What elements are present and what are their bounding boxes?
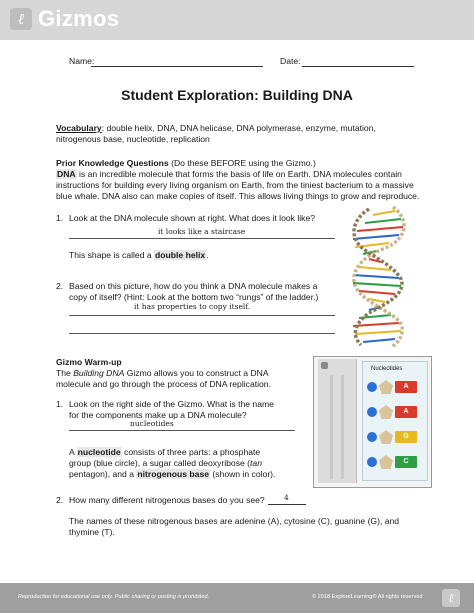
q1-shape-prefix: This shape is called a <box>69 250 155 260</box>
explorelearning-logo-icon: ℓ <box>10 8 32 30</box>
prior-knowledge-heading <box>56 158 316 169</box>
q2-answer[interactable]: it has properties to copy itself. <box>134 302 251 311</box>
gizmo-warmup-heading: Gizmo Warm-up <box>56 357 122 367</box>
nucleotide-term: nucleotide <box>77 447 121 457</box>
nitrogenous-base-label: A <box>395 406 417 418</box>
q4-answer-line <box>268 504 306 505</box>
gizmo-nucleotides-panel <box>313 356 432 488</box>
q4-prompt: How many different nitrogenous bases do you see? <box>69 495 265 505</box>
q1-answer-line <box>69 238 335 239</box>
q1-shape-line <box>69 250 209 261</box>
q2-answer-line-2 <box>69 333 335 334</box>
prior-line-3: blue whale. DNA also can make copies of itself. This allows living things to grow and reproduce. <box>56 191 420 201</box>
q3-number: 1. <box>56 399 64 409</box>
q2-line-2: copy of itself? (Hint: Look at the bottom two “rungs” of the ladder.) <box>69 292 319 302</box>
phosphate-group-icon <box>367 382 377 392</box>
double-helix-term: double helix <box>155 250 206 260</box>
warmup-line-1 <box>56 368 269 379</box>
footer-notice: Reproduction for educational use only. Public sharing or posting is prohibited. <box>18 594 210 600</box>
nucleotides-title: Nucleotides <box>371 366 403 372</box>
q3-p-line3-pre: pentagon), and a <box>69 469 137 479</box>
camera-icon[interactable] <box>321 362 328 369</box>
nucleotide-item[interactable] <box>367 453 423 471</box>
prior-paragraph-1 <box>56 169 402 180</box>
header-bar <box>0 0 474 40</box>
sugar-pentagon-icon <box>379 430 393 444</box>
bases-line-2: thymine (T). <box>69 527 115 537</box>
nitrogenous-base-label: G <box>395 431 417 443</box>
q3-answer[interactable]: nucleotides <box>130 419 174 428</box>
prior-heading-text: Prior Knowledge Questions <box>56 158 169 168</box>
q2-answer-line-1 <box>69 315 335 316</box>
nitrogenous-base-term: nitrogenous base <box>137 469 209 479</box>
q3-line-2: for the components make up a DNA molecule? <box>69 410 247 420</box>
phosphate-group-icon <box>367 407 377 417</box>
q2-line-1: Based on this picture, how do you think a DNA molecule makes a <box>69 281 318 291</box>
q1-prompt: Look at the DNA molecule shown at right. What does it look like? <box>69 213 316 223</box>
prior-line-2: instructions for building every living organism on Earth, from the tiniest bacterium to a massive <box>56 180 414 190</box>
sugar-pentagon-icon <box>379 405 393 419</box>
q3-tan-word: tan <box>250 458 262 468</box>
phosphate-group-icon <box>367 457 377 467</box>
dna-term: DNA <box>57 169 76 179</box>
gizmo-dna-track <box>330 375 344 479</box>
warmup-line-1-pre: The <box>56 368 74 378</box>
q3-p-line3-post: (shown in color). <box>210 469 276 479</box>
q2-number: 2. <box>56 281 64 291</box>
vocabulary-terms-2: nitrogenous base, nucleotide, replication <box>56 134 210 144</box>
q3-answer-line <box>69 430 295 431</box>
nucleotide-paragraph-1 <box>69 447 260 458</box>
vocabulary-line <box>56 123 376 134</box>
warmup-line-2: molecule and go through the process of DNA replication. <box>56 379 271 389</box>
nitrogenous-base-label: C <box>395 456 417 468</box>
nucleotide-item[interactable] <box>367 403 423 421</box>
q1-answer[interactable]: it looks like a staircase <box>158 227 246 236</box>
nucleotide-paragraph-3 <box>69 469 275 480</box>
q3-p-pre: A <box>69 447 77 457</box>
nucleotide-paragraph-2 <box>69 458 262 469</box>
nucleotide-item[interactable] <box>367 378 423 396</box>
gizmos-brand: Gizmos <box>38 6 120 31</box>
gizmo-workspace <box>318 359 357 483</box>
footer-logo-icon: ℓ <box>442 589 460 607</box>
q1-shape-suffix: . <box>206 250 209 260</box>
bases-line-1: The names of these nitrogenous bases are adenine (A), cytosine (C), guanine (G), and <box>69 516 400 526</box>
page-title: Student Exploration: Building DNA <box>121 87 353 103</box>
sugar-pentagon-icon <box>379 455 393 469</box>
prior-line-1: is an incredible molecule that forms the basis of life on Earth. DNA molecules contain <box>76 169 402 179</box>
footer-copyright: © 2018 ExploreLearning® All rights reserved <box>312 594 423 600</box>
vocabulary-terms: : double helix, DNA, DNA helicase, DNA polymerase, enzyme, mutation, <box>101 123 376 133</box>
phosphate-group-icon <box>367 432 377 442</box>
q4-number: 2. <box>56 495 64 505</box>
q4-answer[interactable]: 4 <box>284 493 289 502</box>
prior-heading-note: (Do these BEFORE using the Gizmo.) <box>168 158 316 168</box>
nucleotide-item[interactable] <box>367 428 423 446</box>
dna-double-helix-image <box>343 205 413 347</box>
nucleotides-list <box>362 361 428 481</box>
warmup-line-1-post: Gizmo allows you to construct a DNA <box>124 368 269 378</box>
q3-p-mid: consists of three parts: a phosphate <box>121 447 261 457</box>
nitrogenous-base-label: A <box>395 381 417 393</box>
date-label: Date: <box>280 56 301 66</box>
name-label: Name: <box>69 56 95 66</box>
name-field[interactable] <box>91 66 263 67</box>
date-field[interactable] <box>302 66 414 67</box>
q3-line-1: Look on the right side of the Gizmo. What is the name <box>69 399 274 409</box>
vocabulary-label: Vocabulary <box>56 123 102 133</box>
warmup-gizmo-name: Building DNA <box>73 368 125 378</box>
q3-p-line2-pre: group (blue circle), a sugar called deoxyribose ( <box>69 458 251 468</box>
sugar-pentagon-icon <box>379 380 393 394</box>
q1-number: 1. <box>56 213 64 223</box>
